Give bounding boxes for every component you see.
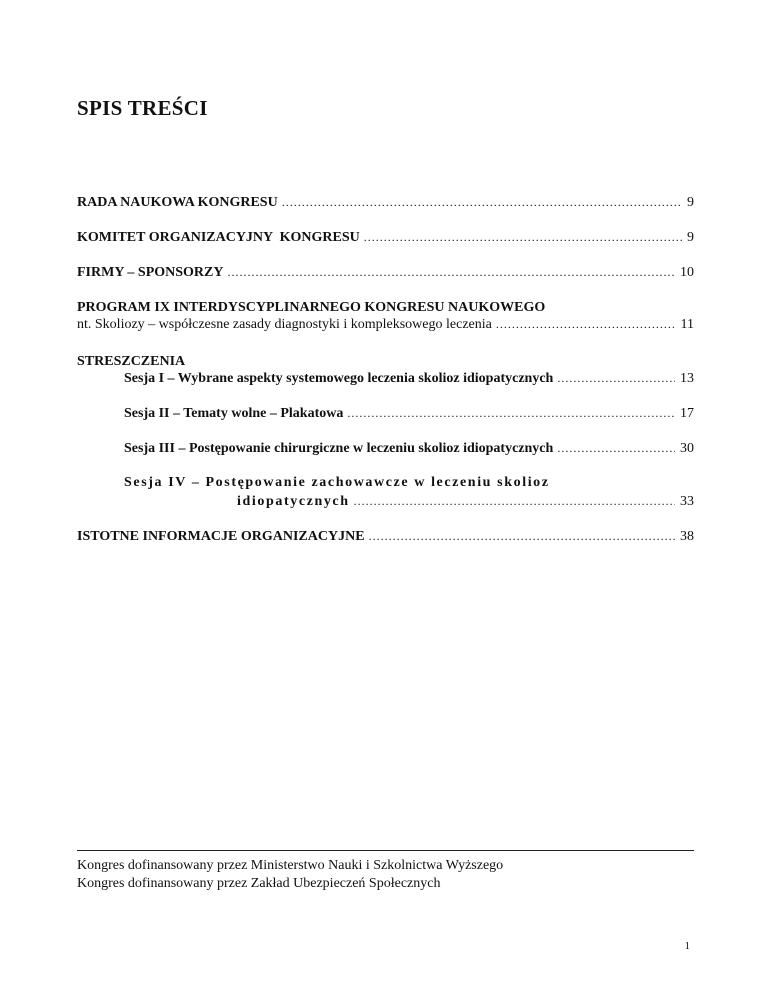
toc-entry-page: 30 <box>680 441 694 456</box>
footer-note-ministry: Kongres dofinansowany przez Ministerstwo Nauki i Szkolnictwa Wyższego <box>77 858 504 873</box>
toc-entry-firmy-sponsorzy <box>77 264 694 281</box>
toc-entry-heading: STRESZCZENIA <box>77 354 186 369</box>
toc-entry-komitet-organizacyjny <box>77 229 694 246</box>
toc-entry-rada-naukowa <box>77 194 694 211</box>
toc-entry-page: 13 <box>680 371 694 386</box>
toc-entry-sesja-ii <box>77 405 694 422</box>
toc-entry-page: 9 <box>687 195 694 210</box>
dot-leader <box>369 528 675 545</box>
toc-entry-label: ISTOTNE INFORMACJE ORGANIZACYJNE <box>77 529 365 544</box>
toc-entry-sesja-iv <box>77 474 694 510</box>
dot-leader <box>282 194 682 211</box>
dot-leader <box>354 493 675 510</box>
footer-note-zus: Kongres dofinansowany przez Zakład Ubezpieczeń Społecznych <box>77 876 441 891</box>
toc-entry-label: nt. Skoliozy – współczesne zasady diagnostyki i kompleksowego leczenia <box>77 317 492 332</box>
page-title: SPIS TREŚCI <box>77 96 208 120</box>
toc-entry-page: 9 <box>687 230 694 245</box>
page-number: 1 <box>684 940 690 952</box>
footer-divider <box>77 850 694 851</box>
toc-entry-label: Sesja I – Wybrane aspekty systemowego leczenia skolioz idiopatycznych <box>124 371 554 386</box>
toc-entry-page: 33 <box>680 494 694 509</box>
toc-entry-label: RADA NAUKOWA KONGRESU <box>77 195 278 210</box>
dot-leader <box>364 229 682 246</box>
toc-entry-label: Sesja III – Postępowanie chirurgiczne w leczeniu skolioz idiopatycznych <box>124 441 554 456</box>
dot-leader <box>557 440 675 457</box>
toc-entry-label: FIRMY – SPONSORZY <box>77 265 224 280</box>
toc-entry-heading: PROGRAM IX INTERDYSCYPLINARNEGO KONGRESU NAUKOWEGO <box>77 300 546 315</box>
dot-leader <box>347 405 675 422</box>
toc-entry-streszczenia <box>77 353 694 387</box>
toc-entry-page: 38 <box>680 529 694 544</box>
dot-leader <box>496 316 676 333</box>
toc-entry-istotne-informacje <box>77 528 694 545</box>
toc-entry-sesja-iii <box>77 440 694 457</box>
toc-entry-label-continued: idiopatycznych <box>237 494 350 509</box>
toc-entry-program <box>77 299 694 333</box>
dot-leader <box>557 370 675 387</box>
toc-entry-page: 10 <box>680 265 694 280</box>
toc-entry-label: KOMITET ORGANIZACYJNY KONGRESU <box>77 230 360 245</box>
toc-entry-label: Sesja II – Tematy wolne – Plakatowa <box>124 406 344 421</box>
toc-entry-page: 17 <box>680 406 694 421</box>
toc-entry-label: Sesja IV – Postępowanie zachowawcze w leczeniu skolioz <box>124 475 550 490</box>
dot-leader <box>228 264 676 281</box>
toc-entry-page: 11 <box>680 317 694 332</box>
